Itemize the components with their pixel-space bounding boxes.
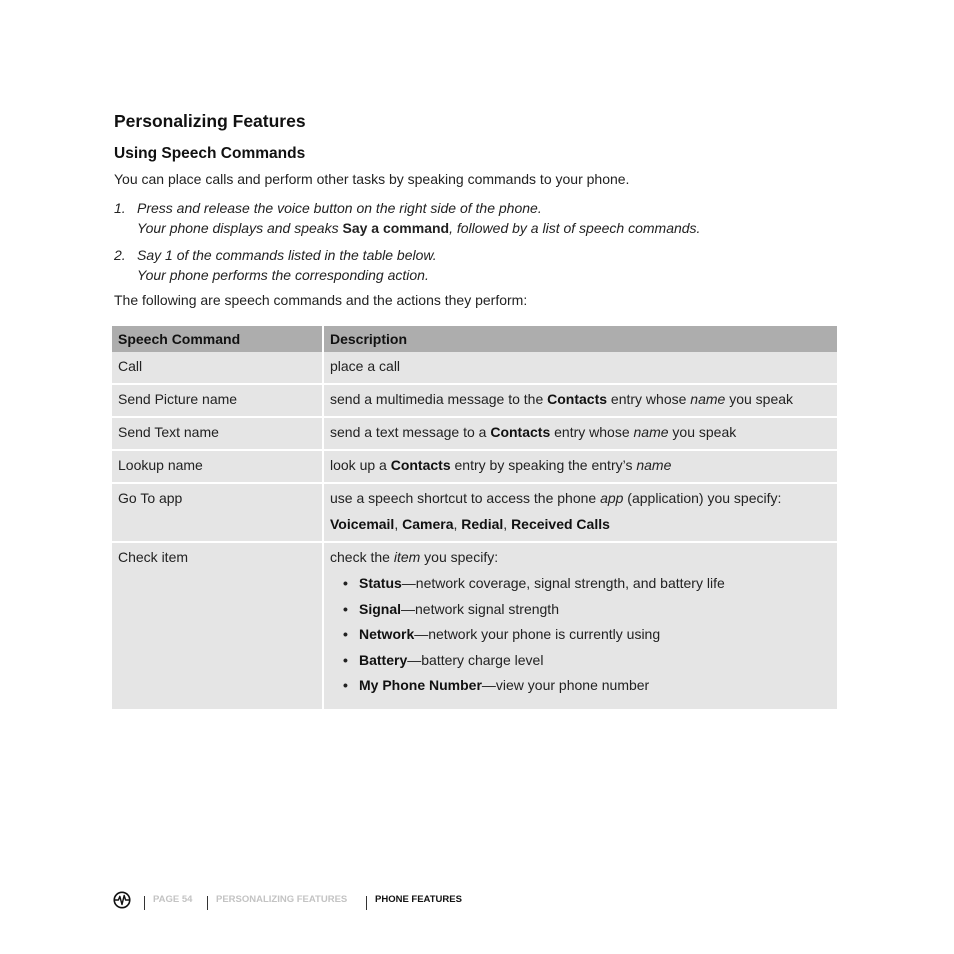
- description-term: Contacts: [547, 391, 608, 407]
- step-result: Your phone performs the corresponding action.: [137, 266, 429, 283]
- description-variable: name: [636, 457, 672, 473]
- list-item: [343, 676, 831, 702]
- app-list: Voicemail, Camera, Redial, Received Calls: [330, 516, 610, 532]
- item-term: Battery: [359, 651, 408, 668]
- step-number: 1.: [114, 200, 126, 216]
- column-header-command: Speech Command: [112, 326, 323, 352]
- command-cell: Call: [112, 352, 323, 384]
- command-cell: Send Text name: [112, 417, 323, 450]
- description-text: send a multimedia message to the: [330, 391, 548, 407]
- step-1: [114, 199, 854, 238]
- item-term: Network: [359, 626, 415, 642]
- description-text: entry whose: [550, 424, 634, 440]
- item-text: —battery charge level: [407, 651, 544, 668]
- item-text: —network signal strength: [401, 600, 559, 617]
- page-title: Personalizing Features: [114, 111, 306, 131]
- description-term: Contacts: [390, 457, 451, 473]
- brand-globe-icon: [113, 891, 131, 909]
- step-instruction: Say 1 of the commands listed in the table below.: [137, 247, 437, 263]
- step-result-text: , followed by a list of speech commands.: [449, 219, 701, 236]
- step-result: [137, 219, 854, 239]
- description-text: check the: [330, 549, 394, 565]
- description-text: you specify:: [420, 549, 499, 565]
- command-cell: Check item: [112, 542, 323, 709]
- description-text: entry whose: [607, 391, 691, 407]
- description-text: entry by speaking the entry’s: [450, 457, 637, 473]
- item-term: My Phone Number: [359, 677, 482, 693]
- app-name: Voicemail: [330, 516, 395, 532]
- display-text-emphasis: Say a command: [342, 219, 450, 236]
- description-line: [330, 489, 831, 508]
- command-cell: Lookup name: [112, 450, 323, 483]
- step-number: 2.: [114, 247, 126, 263]
- intro-paragraph: You can place calls and perform other tasks by speaking commands to your phone.: [114, 171, 630, 187]
- table-row: [112, 483, 837, 542]
- description-variable: name: [633, 424, 669, 440]
- description-text: you speak: [668, 424, 737, 440]
- page-number: PAGE 54: [153, 894, 193, 905]
- app-name: Redial: [461, 516, 504, 532]
- section-heading: Using Speech Commands: [114, 145, 306, 162]
- item-text: —network your phone is currently using: [414, 626, 661, 642]
- steps-list: [114, 199, 854, 293]
- description-line: [330, 548, 831, 567]
- list-item: [343, 651, 831, 677]
- description-text: (application) you specify:: [623, 490, 782, 506]
- table-row: [112, 352, 837, 384]
- column-header-description: Description: [323, 326, 837, 352]
- check-items-list: [330, 574, 831, 702]
- item-text: —network coverage, signal strength, and battery life: [401, 575, 725, 591]
- table-row: [112, 542, 837, 709]
- description-term: Contacts: [490, 424, 551, 440]
- step-instruction: Press and release the voice button on the right side of the phone.: [137, 200, 542, 216]
- page-footer: [113, 890, 513, 912]
- breadcrumb-current[interactable]: PHONE FEATURES: [375, 894, 462, 905]
- item-text: —view your phone number: [481, 677, 650, 693]
- description-text: use a speech shortcut to access the phone: [330, 490, 601, 506]
- description-cell: place a call: [323, 352, 837, 384]
- table-row: [112, 384, 837, 417]
- description-cell: [323, 450, 837, 483]
- list-item: [343, 574, 831, 600]
- item-term: Signal: [359, 600, 402, 617]
- description-text: you speak: [725, 391, 794, 407]
- description-variable: app: [600, 490, 624, 506]
- app-name: Camera: [402, 516, 454, 532]
- list-item: [343, 625, 831, 651]
- description-variable: name: [690, 391, 726, 407]
- table-row: [112, 417, 837, 450]
- footer-divider: [144, 896, 145, 910]
- speech-commands-table: [112, 326, 837, 709]
- description-text: send a text message to a: [330, 424, 491, 440]
- description-cell: [323, 483, 837, 542]
- table-row: [112, 450, 837, 483]
- item-term: Status: [359, 575, 402, 591]
- app-name: Received Calls: [511, 516, 610, 532]
- description-cell: [323, 384, 837, 417]
- list-item: [343, 600, 831, 626]
- command-cell: Send Picture name: [112, 384, 323, 417]
- footer-divider: [207, 896, 208, 910]
- footer-divider: [366, 896, 367, 910]
- step-2: [114, 246, 854, 285]
- table-header-row: [112, 326, 837, 352]
- table-intro: The following are speech commands and the actions they perform:: [114, 292, 528, 308]
- description-text: look up a: [330, 457, 391, 473]
- breadcrumb-section[interactable]: PERSONALIZING FEATURES: [216, 894, 348, 905]
- description-cell: [323, 417, 837, 450]
- command-cell: Go To app: [112, 483, 323, 542]
- description-cell: [323, 542, 837, 709]
- description-variable: item: [393, 549, 421, 565]
- step-result-text: Your phone displays and speaks: [137, 219, 343, 236]
